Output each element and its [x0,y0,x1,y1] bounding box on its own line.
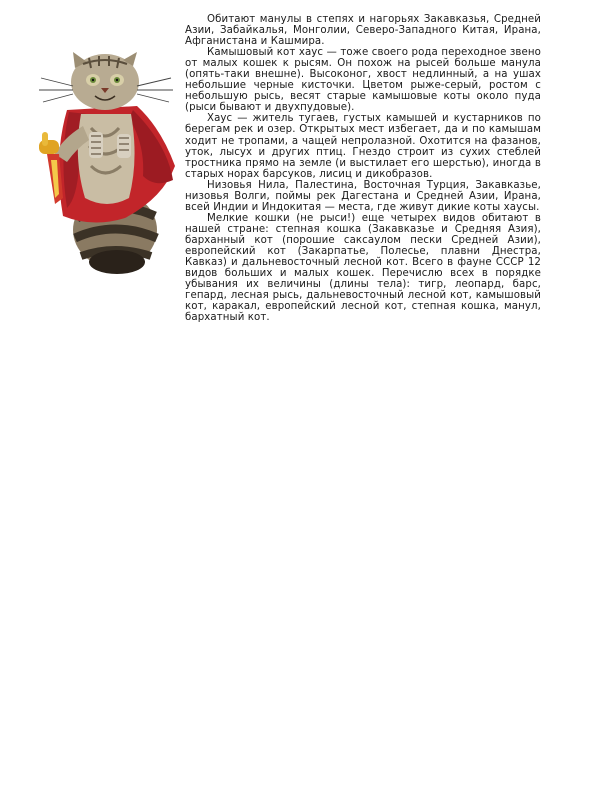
paragraph-small-cats: Мелкие кошки (не рыси!) еще четырех видов обитают в нашей стране: степная кошка (Закавказье и Средняя Азия), барханный кот (порошие саксаулом пески Средней Азии), европейский кот (Закарпатье, Полесье, плавни Днестра, Кавказ) и дальневосточный лесной кот. Всего в фауне СССР 12 видов больших и малых кошек. Перечислю всех в порядке убывания их величины (длины тела): тигр, леопард, барс, гепард, лесная рысь, дальневосточный лесной кот, камышовый кот, каракал, европейский лесной кот, степная кошка, манул, бархатный кот. [185,212,541,324]
paragraph-habitat-manul: Обитают манулы в степях и нагорьях Закавказья, Средней Азии, Забайкалья, Монголии, Северо-Западного Китая, Ирана, Афганистана и Кашмира. [185,14,541,48]
cat-body [78,114,135,204]
dagger-icon [39,132,63,204]
paragraph-jungle-cat: Камышовый кот хаус — тоже своего рода переходное звено от малых кошек к рысям. Он похож на рысей больше манула (опять-таки внешне). Высоконог, хвост недлинный, а на ушах небольшие черные кисточки. Цветом рыже-серый, ростом с небольшую рысь, весят старые камышовые коты около пуда (рыси бывают и двухпудовые). [185,47,541,114]
cat-illustration [33,48,183,278]
paragraph-jungle-cat-behavior: Хаус — житель тугаев, густых камышей и кустарников по берегам рек и озер. Открытых мест избегает, да и по камышам ходит не тропами, а чащей непролазной. Охотится на фазанов, уток, лысух и других птиц. Гнездо строит из сухих стеблей тростника прямо на земле (и выстилает его шерстью), иногда в старых норах барсуков, лисиц и дикобразов. [185,113,541,180]
paragraph-jungle-cat-range: Низовья Нила, Палестина, Восточная Турция, Закавказье, низовья Волги, поймы рек Дагестана и Средней Азии, Ирана, всей Индии и Индокитая — места, где живут дикие коты хаусы. [185,179,541,213]
cat-head [39,52,173,110]
article-text [185,14,541,323]
cat-cuff [117,134,131,158]
